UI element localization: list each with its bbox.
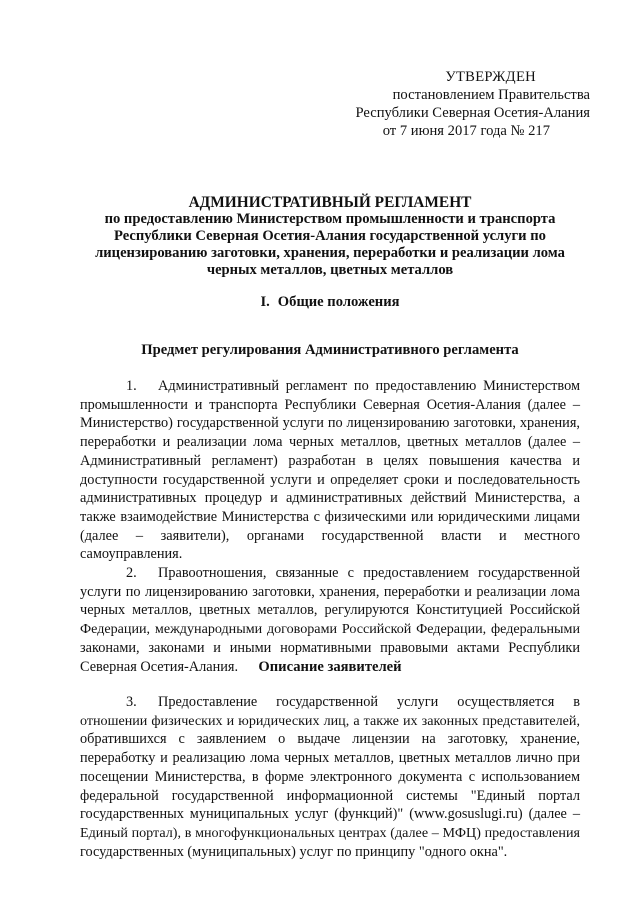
paragraph-line: государственных (муниципальных) услуг по принципу "одного окна". [80, 843, 508, 860]
paragraph-line: переработки и реализации лома черных металлов, цветных металлов (далее – [80, 434, 580, 451]
approval-line-2: Республики Северная Осетия-Алания [355, 105, 590, 121]
paragraph-line: государственных муниципальных услуг (функций)" (www.gosuslugi.ru) (далее – [80, 806, 580, 823]
paragraph-line: доступности государственной услуги и определяет сроки и последовательность [80, 471, 580, 488]
subsection-heading-applicants: Описание заявителей [258, 659, 402, 675]
paragraph-line: (далее – заявители), органами государственной власти и местного [80, 527, 580, 544]
paragraph-line: законами, законами и иными нормативными правовыми актами Республики [80, 639, 580, 656]
document-title-line: Республики Северная Осетия-Алания государственной услуги по [114, 228, 546, 244]
paragraph-line: посещении Министерства, в форме электронного документа с использованием [80, 768, 580, 785]
paragraph-line: самоуправления. [80, 546, 183, 563]
paragraph-line: Северная Осетия-Алания. [80, 658, 239, 675]
document-title-line: лицензированию заготовки, хранения, переработки и реализации лома [95, 245, 565, 261]
paragraph-3 [80, 693, 580, 861]
paragraph-line: Единый портал), в многофункциональных центрах (далее – МФЦ) предоставления [80, 824, 580, 841]
approval-line-1: постановлением Правительства [392, 87, 590, 103]
paragraph-line: услуги по лицензированию заготовки, хранения, переработки и реализации лома [80, 583, 580, 600]
paragraph-1 [80, 377, 580, 564]
paragraph-line: административных процедур и административных действий Министерства, а [80, 490, 580, 507]
section-title: Общие положения [277, 294, 400, 310]
paragraph-line: обратившихся с заявлением о выдаче лицензии на заготовку, хранение, [80, 731, 580, 748]
paragraph-line: Министерство) государственной услуги по лицензированию заготовки, хранения, [80, 415, 580, 432]
document-title-line: черных металлов, цветных металлов [206, 262, 454, 278]
approval-title: УТВЕРЖДЕН [445, 69, 536, 85]
paragraph-line: 3. Предоставление государственной услуги осуществляется в [126, 694, 580, 710]
paragraph-line: Федерации, международными договорами Российской Федерации, федеральными [80, 621, 580, 638]
section-heading [80, 293, 580, 311]
paragraph-number: 2. [126, 565, 137, 581]
approval-date: от 7 июня 2017 года № 217 [382, 123, 550, 139]
paragraph-line: переработку и реализацию лома черных металлов, цветных металлов лично при [80, 750, 580, 767]
paragraph-line: черных металлов, цветных металлов, регулируются Конституцией Российской [80, 602, 580, 619]
paragraph-line: промышленности и транспорта Республики Северная Осетия-Алания (далее – [80, 396, 580, 413]
paragraph-line: 1. Административный регламент по предоставлению Министерством [126, 378, 580, 394]
document-title [80, 194, 580, 279]
paragraph-number: 3. [126, 694, 137, 710]
paragraph-line: также взаимодействие Министерства с физическими или юридическими лицами [80, 508, 580, 525]
paragraph-line: 2. Правоотношения, связанные с предоставлением государственной [126, 565, 580, 581]
approval-stamp [330, 68, 590, 140]
paragraph-line: федеральной государственной информационной системы "Единый портал [80, 787, 580, 804]
paragraph-number: 1. [126, 378, 137, 394]
paragraph-line: отношении физических и юридических лиц, а также их законных представителей, [80, 712, 580, 729]
document-title-main: АДМИНИСТРАТИВНЫЙ РЕГЛАМЕНТ [188, 194, 472, 211]
document-title-line: по предоставлению Министерством промышленности и транспорта [104, 211, 556, 227]
section-number: I. [260, 294, 270, 310]
paragraph-line: Административный регламент) разработан в целях повышения качества и [80, 452, 580, 469]
subsection-heading-subject: Предмет регулирования Административного регламента [141, 342, 519, 358]
